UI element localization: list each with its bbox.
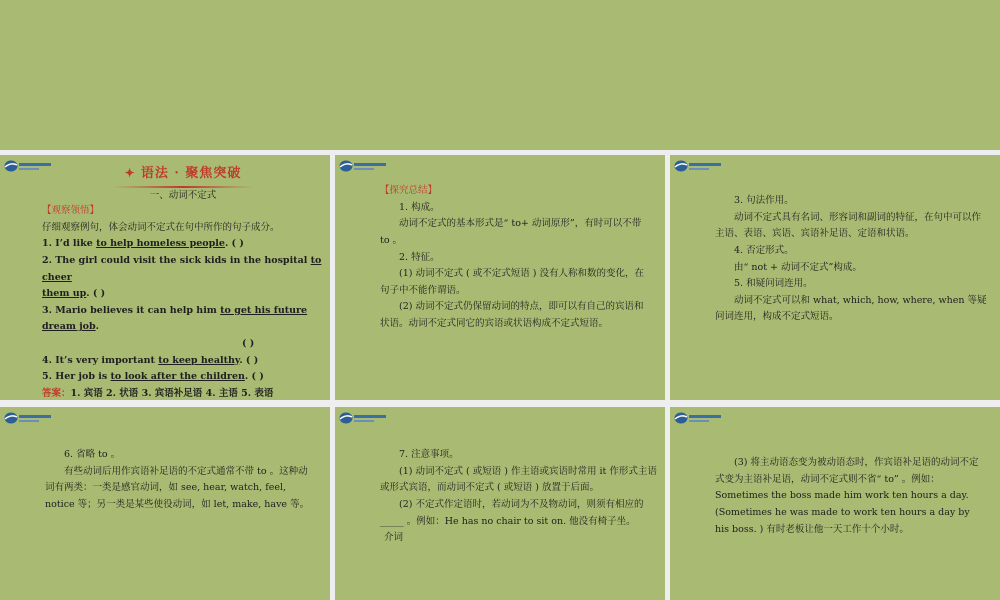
heading-2: 2. 特征。 (399, 251, 440, 263)
top-blank-area (0, 0, 1000, 150)
paragraph-3: (2) 动词不定式仍保留动词的特点，即可以有自己的宾语和状语。动词不定式同它的宾语或状语构成不定式短语。 (380, 301, 644, 329)
logo (674, 411, 724, 425)
slide-1[interactable] (0, 155, 330, 400)
heading-3: 3. 句法作用。 (734, 195, 794, 206)
heading-1: 1. 构成。 (399, 201, 440, 213)
paragraph-1: 动词不定式的基本形式是“ to+ 动词原形”，有时可以不带 to 。 (380, 218, 642, 246)
slide-5[interactable] (335, 407, 665, 600)
paragraph-1: (1) 动词不定式 ( 或短语 ) 作主语或宾语时常用 it 作形式主语或形式宾语，而动词不定式 ( 或短语 ) 放置于后面。 (380, 465, 657, 494)
logo (339, 411, 389, 425)
logo (339, 159, 389, 173)
paragraph-2: 由“ not + 动词不定式”构成。 (734, 261, 862, 273)
example-sentence-4: 4. It’s very important to keep healthy. ( ) (42, 354, 259, 366)
banner-star-icon: ✦ (124, 166, 141, 180)
section-label: 【观察领悟】 (42, 205, 100, 216)
example-sentence-3: 3. Mario believes it can help him to get his future dream job. (42, 304, 308, 333)
instruction-text: 仔细观察例句，体会动词不定式在句中所作的句子成分。 (42, 221, 280, 233)
section-label: 【探究总结】 (380, 185, 438, 196)
example-sentence-3-paren: ( ) (242, 338, 255, 349)
paragraph-2: (1) 动词不定式 ( 或不定式短语 ) 没有人称和数的变化，在句子中不能作谓语。 (380, 268, 644, 296)
paragraph-2: (2) 不定式作定语时，若动词为不及物动词，则须有相应的 _____ 。例如：He has no chair to sit on. 他没有椅子坐。 (380, 498, 644, 527)
slide-3[interactable] (670, 155, 1000, 400)
slide-2[interactable] (335, 155, 665, 400)
logo (4, 411, 54, 425)
slide-6[interactable] (670, 407, 1000, 600)
paragraph-3: 动词不定式可以和 what, which, how, where, when 等疑问词连用，构成不定式短语。 (715, 294, 987, 323)
slide-subtitle: 一、动词不定式 (149, 189, 217, 201)
example-sentence-5: 5. Her job is to look after the children. ( ) (42, 371, 264, 383)
slide-4[interactable] (0, 407, 330, 600)
example-sentence-1: 1. I’d like to help homeless people. ( ) (42, 238, 244, 250)
answer-line: 答案：1. 宾语 2. 状语 3. 宾语补足语 4. 主语 5. 表语 (42, 387, 274, 399)
paragraph-1: 动词不定式具有名词、形容词和副词的特征，在句中可以作主语、表语、宾语、宾语补足语、定语和状语。 (715, 211, 982, 240)
heading-6: 6. 省略 to 。 (64, 449, 121, 460)
answer-note: 介词 (384, 532, 404, 544)
example-sentence-2: 2. The girl could visit the sick kids in the hospital to cheer them up. ( ) (42, 254, 322, 300)
logo (674, 159, 724, 173)
paragraph-1: 有些动词后用作宾语补足语的不定式通常不带 to 。这种动词有两类：一类是感官动词，如 see, hear, watch, feel, notice 等；另一类是某些使役动词，如 let, make, have 等。 (45, 465, 310, 510)
heading-7: 7. 注意事项。 (399, 449, 459, 460)
slide-banner: 语法 · 聚焦突破 (140, 166, 242, 181)
paragraph-1: (3) 将主动语态变为被动语态时，作宾语补足语的动词不定式变为主语补足语，动词不定式则不省“ to” 。例如：Sometimes the boss made him work ten hours a day. (Sometimes he was made to work ten hours a day by his boss. ) 有时老板让他一天工作十个小时。 (715, 457, 979, 535)
heading-5: 5. 和疑问词连用。 (734, 278, 813, 290)
heading-4: 4. 否定形式。 (734, 244, 794, 256)
